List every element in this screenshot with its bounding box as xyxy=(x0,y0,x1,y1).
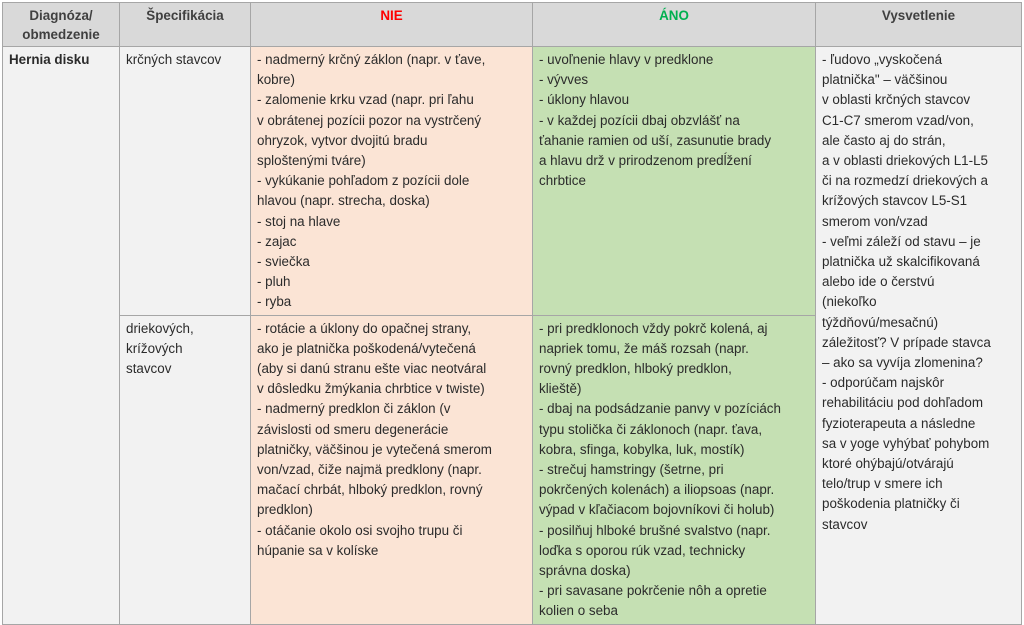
header-vysvetlenie: Vysvetlenie xyxy=(816,3,1022,47)
header-nie: NIE xyxy=(251,3,533,47)
cell-spec-krcne: krčných stavcov xyxy=(120,47,251,316)
header-diagnoza: Diagnóza/ obmedzenie xyxy=(3,3,120,47)
header-specifikacia: Špecifikácia xyxy=(120,3,251,47)
cell-ano-krcne: - uvoľnenie hlavy v predklone - vývves - úklony hlavou - v každej pozícii dbaj obzvlášť na ťahanie ramien od uší, zasunutie brady a hlavu drž v prirodzenom predĺžení chrbtice xyxy=(533,47,816,316)
header-row xyxy=(3,3,1022,47)
header-ano: ÁNO xyxy=(533,3,816,47)
cell-ano-driekove: - pri predklonoch vždy pokrč kolená, aj napriek tomu, že máš rozsah (napr. rovný predklon, hlboký predklon, klieště) - dbaj na podsádzanie panvy v pozíciách typu stolička či záklonoch (napr. ťava, kobra, sfinga, kobylka, luk, mostík) - strečuj hamstringy (šetrne, pri pokrčených kolenách) a iliopsoas (napr. výpad v kľačiacom bojovníkovi či holub) - posilňuj hlboké brušné svalstvo (napr. loďka s oporou rúk vzad, technicky správna doska) - pri savasane pokrčenie nôh a opretie kolien o seba xyxy=(533,315,816,624)
cell-nie-krcne: - nadmerný krčný záklon (napr. v ťave, kobre) - zalomenie krku vzad (napr. pri ľahu v obrátenej pozícii pozor na vystrčený ohryzok, vytvor dvojitú bradu sploštenými tváre) - vykúkanie pohľadom z pozícii dole hlavou (napr. strecha, doska) - stoj na hlave - zajac - sviečka - pluh - ryba xyxy=(251,47,533,316)
cell-spec-driekove: driekových, krížových stavcov xyxy=(120,315,251,624)
hernia-table xyxy=(2,2,1022,625)
row-krcne xyxy=(3,47,1022,316)
cell-diagnoza: Hernia disku xyxy=(3,47,120,625)
cell-nie-driekove: - rotácie a úklony do opačnej strany, ako je platnička poškodená/vytečená (aby si danú stranu ešte viac neotváral v dôsledku žmýkania chrbtice v twiste) - nadmerný predklon či záklon (v závislosti od smeru degenerácie platničky, väčšinou je vytečená smerom von/vzad, čiže najmä predklony (napr. mačací chrbát, hlboký predklon, rovný predklon) - otáčanie okolo osi svojho trupu či húpanie sa v kolíske xyxy=(251,315,533,624)
document-page xyxy=(2,2,1021,617)
cell-vysvetlenie: - ľudovo „vyskočená platnička" – väčšinou v oblasti krčných stavcov C1-C7 smerom vzad/von, ale často aj do strán, a v oblasti driekových L1-L5 či na rozmedzí driekových a krížových stavcov L5-S1 smerom von/vzad - veľmi záleží od stavu – je platnička už skalcifikovaná alebo ide o čerstvú (niekoľko týždňovú/mesačnú) záležitosť? V prípade stavca – ako sa vyvíja zlomenina? - odporúčam najskôr rehabilitáciu pod dohľadom fyzioterapeuta a následne sa v yoge vyhýbať pohybom ktoré ohýbajú/otvárajú telo/trup v smere ich poškodenia platničky či stavcov xyxy=(816,47,1022,625)
